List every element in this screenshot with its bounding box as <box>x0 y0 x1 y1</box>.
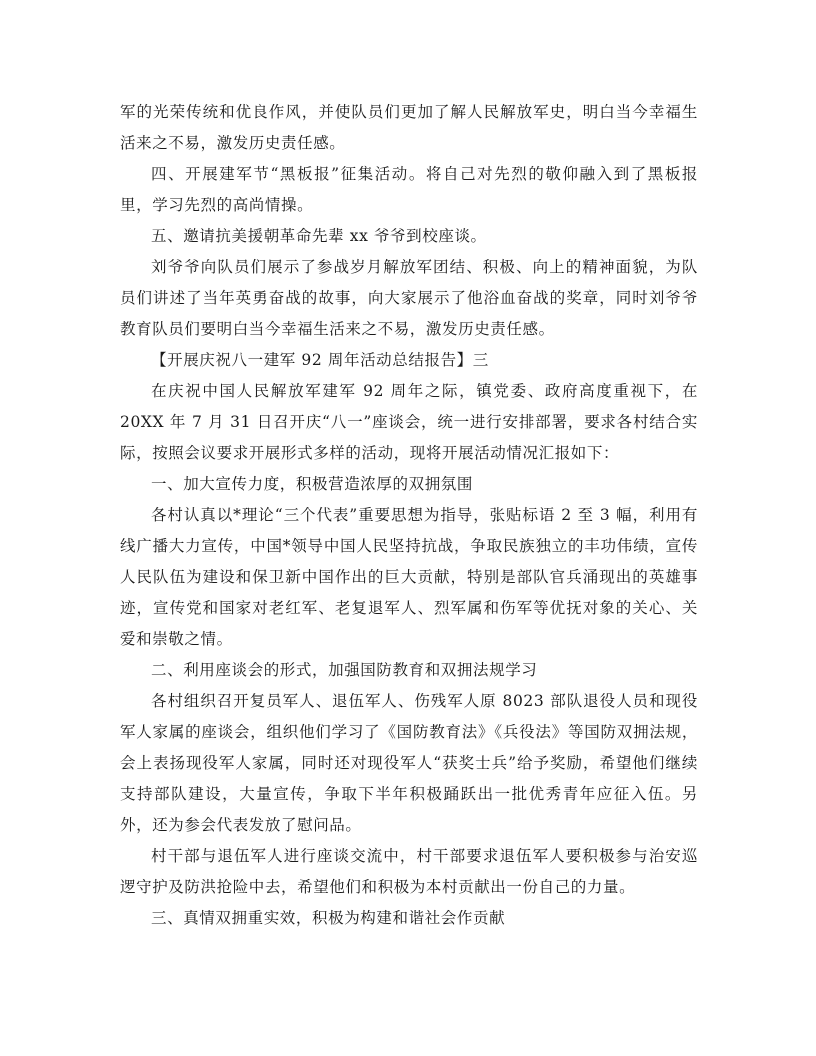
paragraph-8: 各村认真以*理论“三个代表”重要思想为指导，张贴标语 2 至 3 幅，利用有线广播大力宣传，中国*领导中国人民坚持抗战，争取民族独立的丰功伟绩，宣传人民队伍为建设和保卫新中国作出的巨大贡献，特别是部队官兵涌现出的英雄事迹，宣传党和国家对老红军、老复退军人、烈军属和伤军等优抚对象的关心、关爱和崇敬之情。 <box>120 506 698 648</box>
document-body <box>120 97 698 934</box>
paragraph-4: 刘爷爷向队员们展示了参战岁月解放军团结、积极、向上的精神面貌，为队员们讲述了当年英勇奋战的故事，向大家展示了他浴血奋战的奖章，同时刘爷爷教育队员们要明白当今幸福生活来之不易，激发历史责任感。 <box>120 258 698 338</box>
paragraph-2: 四、开展建军节“黑板报”征集活动。将自己对先烈的敬仰融入到了黑板报里，学习先烈的高尚情操。 <box>120 165 698 214</box>
paragraph-6: 在庆祝中国人民解放军建军 92 周年之际，镇党委、政府高度重视下，在 20XX 年 7 月 31 日召开庆“八一”座谈会，统一进行安排部署，要求各村结合实际，按照会议要求开展形式多样的活动，现将开展活动情况汇报如下： <box>120 382 698 462</box>
paragraph-10: 各村组织召开复员军人、退伍军人、伤残军人原 8023 部队退役人员和现役军人家属的座谈会，组织他们学习了《国防教育法》《兵役法》等国防双拥法规，会上表扬现役军人家属，同时还对现役军人“获奖士兵”给予奖励，希望他们继续支持部队建设，大量宣传，争取下半年积极踊跃出一批优秀青年应征入伍。另外，还为参会代表发放了慰问品。 <box>120 692 698 834</box>
paragraph-11: 村干部与退伍军人进行座谈交流中，村干部要求退伍军人要积极参与治安巡逻守护及防洪抢险中去，希望他们和积极为本村贡献出一份自己的力量。 <box>120 847 698 896</box>
section-heading: 【开展庆祝八一建军 92 周年活动总结报告】三 <box>151 351 489 369</box>
paragraph-9: 二、利用座谈会的形式，加强国防教育和双拥法规学习 <box>151 661 538 679</box>
paragraph-1: 军的光荣传统和优良作风，并使队员们更加了解人民解放军史，明白当今幸福生活来之不易，激发历史责任感。 <box>120 103 698 152</box>
paragraph-3: 五、邀请抗美援朝革命先辈 xx 爷爷到校座谈。 <box>151 227 487 245</box>
paragraph-7: 一、加大宣传力度，积极营造浓厚的双拥氛围 <box>151 475 474 493</box>
paragraph-12: 三、真情双拥重实效，积极为构建和谐社会作贡献 <box>151 909 506 927</box>
